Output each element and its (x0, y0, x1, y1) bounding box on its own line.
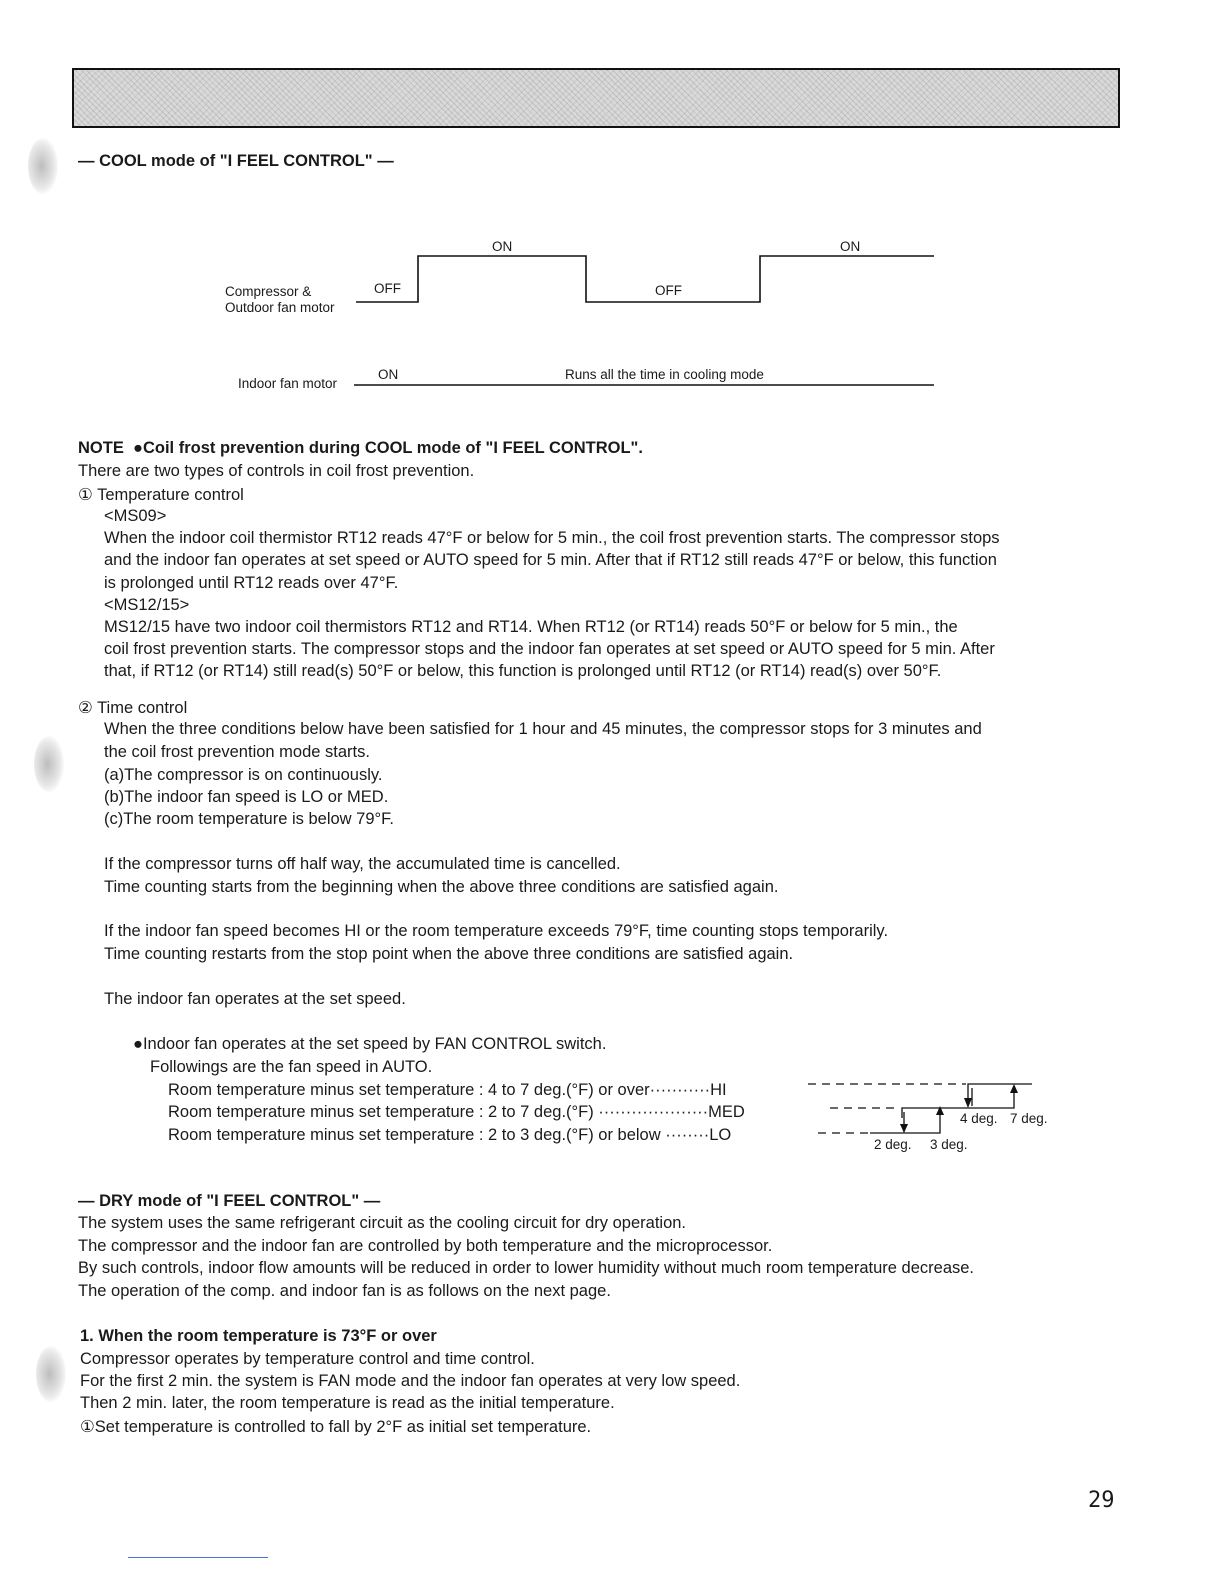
hysteresis-hi (968, 1084, 1032, 1098)
page-number: 29 (1088, 1488, 1115, 1513)
arrow-med-to-hi (1010, 1084, 1018, 1093)
dry-section-title: — DRY mode of "I FEEL CONTROL" — (78, 1192, 381, 1210)
fan-row-lo: Room temperature minus set temperature : 2 to 3 deg.(°F) or below ········LO (168, 1126, 732, 1144)
fan-control-bullet: ●Indoor fan operates at the set speed by FAN CONTROL switch. (133, 1035, 607, 1053)
paragraph-line: The indoor fan operates at the set speed. (104, 990, 406, 1008)
indoor-fan-label: Indoor fan motor (238, 376, 338, 391)
dry-line: The system uses the same refrigerant circuit as the cooling circuit for dry operation. (78, 1214, 687, 1232)
paragraph-line: Time counting restarts from the stop point when the above three conditions are satisfied again. (104, 945, 794, 963)
cool-section-title: — COOL mode of "I FEEL CONTROL" — (78, 152, 394, 170)
dry-line: The operation of the comp. and indoor fan is as follows on the next page. (78, 1282, 611, 1300)
fan-auto-intro: Followings are the fan speed in AUTO. (150, 1058, 433, 1076)
indoor-on-label: ON (378, 367, 399, 382)
note-title: ●Coil frost prevention during COOL mode of "I FEEL CONTROL". (133, 439, 643, 457)
note-label: NOTE (78, 439, 124, 457)
off-label-left: OFF (374, 281, 401, 296)
dry-subsection-title: 1. When the room temperature is 73°F or over (80, 1327, 437, 1345)
ms1215-line: MS12/15 have two indoor coil thermistors RT12 and RT14. When RT12 (or RT14) reads 50°F or below for 5 min., the (104, 618, 958, 636)
ms09-line: and the indoor fan operates at set speed or AUTO speed for 5 min. After that if RT12 still reads 47°F or below, this function (104, 551, 997, 569)
condition-c: (c)The room temperature is below 79°F. (104, 810, 394, 828)
ms09-tag: <MS09> (104, 507, 167, 525)
time-control-line: When the three conditions below have been satisfied for 1 hour and 45 minutes, the compressor stops for 3 minutes and (104, 720, 982, 738)
on-label-1: ON (492, 239, 513, 254)
condition-a: (a)The compressor is on continuously. (104, 766, 383, 784)
deg-4-label: 4 deg. (960, 1111, 998, 1126)
deg-3-label: 3 deg. (930, 1137, 968, 1152)
ms09-line: When the indoor coil thermistor RT12 reads 47°F or below for 5 min., the coil frost prevention starts. The compressor stops (104, 529, 1000, 547)
ms1215-line: that, if RT12 (or RT14) still read(s) 50°F or below, this function is prolonged until RT12 (or RT14) read(s) over 50°F. (104, 662, 942, 680)
time-control-line: the coil frost prevention mode starts. (104, 743, 370, 761)
paragraph-line: If the indoor fan speed becomes HI or the room temperature exceeds 79°F, time counting stops temporarily. (104, 922, 889, 940)
compressor-label: Compressor & (225, 284, 312, 299)
ms1215-tag: <MS12/15> (104, 596, 190, 614)
fan-row-hi: Room temperature minus set temperature : 4 to 7 deg.(°F) or over···········HI (168, 1081, 727, 1099)
indoor-runs-label: Runs all the time in cooling mode (565, 367, 764, 382)
dry-line: The compressor and the indoor fan are controlled by both temperature and the microprocessor. (78, 1237, 773, 1255)
ms1215-line: coil frost prevention starts. The compressor stops and the indoor fan operates at set speed or AUTO speed for 5 min. After (104, 640, 995, 658)
fan-row-med: Room temperature minus set temperature : 2 to 7 deg.(°F) ····················MED (168, 1103, 745, 1121)
dry-sub-line: ①Set temperature is controlled to fall by 2°F as initial set temperature. (80, 1418, 592, 1436)
binder-hole (36, 1346, 66, 1402)
dry-sub-line: Then 2 min. later, the room temperature is read as the initial temperature. (80, 1394, 615, 1412)
arrow-med-to-lo (900, 1124, 908, 1133)
off-label-mid: OFF (655, 283, 682, 298)
paragraph-line: If the compressor turns off half way, the accumulated time is cancelled. (104, 855, 621, 873)
deg-7-label: 7 deg. (1010, 1111, 1048, 1126)
on-label-2: ON (840, 239, 861, 254)
outdoor-fan-label: Outdoor fan motor (225, 300, 335, 315)
ms09-line: is prolonged until RT12 reads over 47°F. (104, 574, 399, 592)
paragraph-line: Time counting starts from the beginning when the above three conditions are satisfied again. (104, 878, 779, 896)
footer-rule (128, 1557, 268, 1558)
temp-control-title: ① Temperature control (78, 486, 244, 504)
arrow-hi-to-med (964, 1098, 972, 1108)
dry-sub-line: Compressor operates by temperature control and time control. (80, 1350, 535, 1368)
deg-2-label: 2 deg. (874, 1137, 912, 1152)
dry-line: By such controls, indoor flow amounts will be reduced in order to lower humidity without much room temperature decrease. (78, 1259, 975, 1277)
dry-sub-line: For the first 2 min. the system is FAN mode and the indoor fan operates at very low speed. (80, 1372, 741, 1390)
time-control-title: ② Time control (78, 699, 188, 717)
condition-b: (b)The indoor fan speed is LO or MED. (104, 788, 389, 806)
note-intro: There are two types of controls in coil frost prevention. (78, 462, 475, 480)
